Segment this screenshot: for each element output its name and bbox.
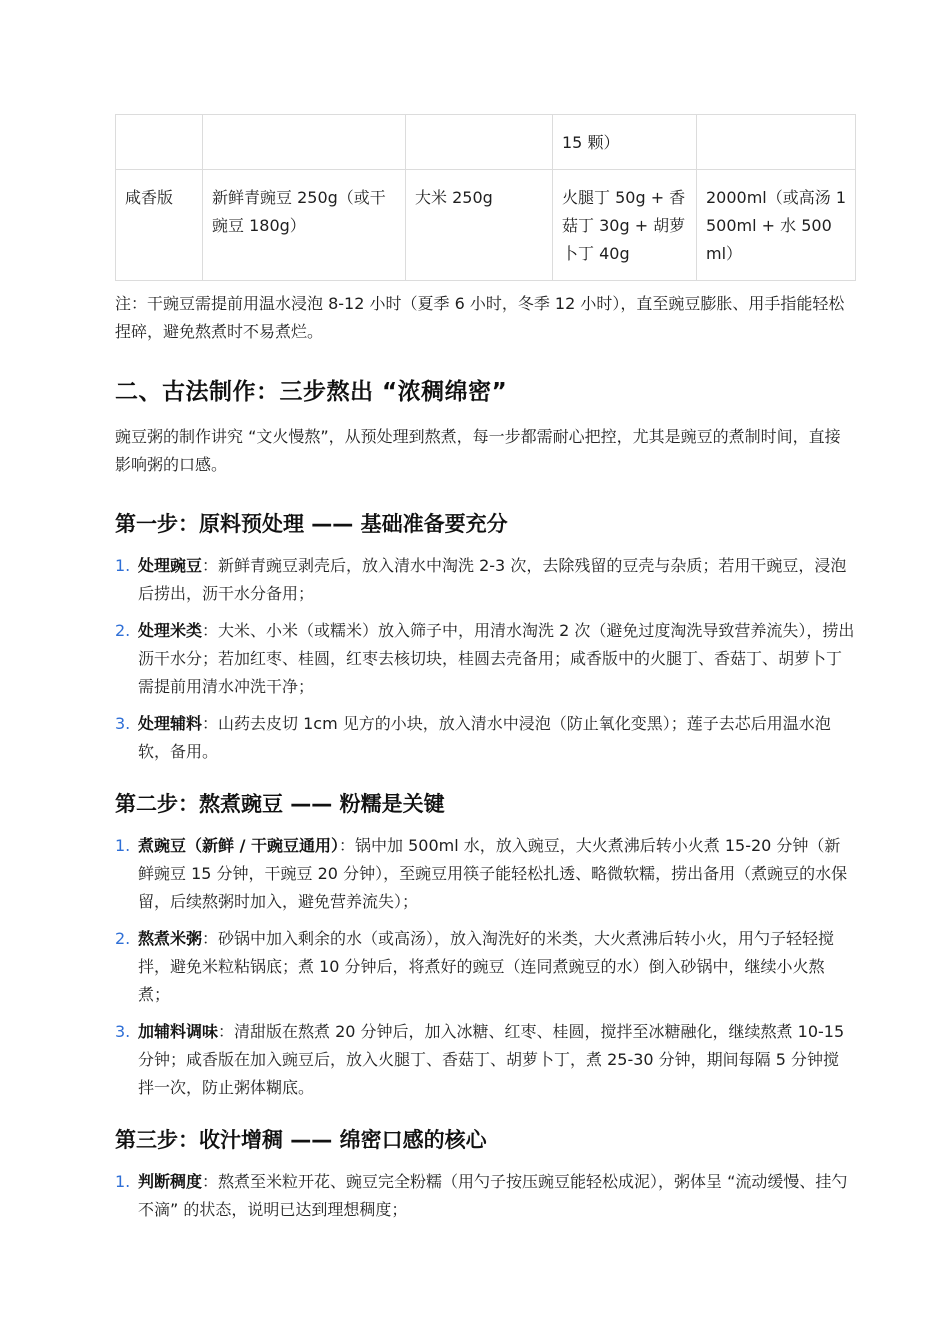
item-label: 煮豌豆（新鲜 / 干豌豆通用）	[138, 836, 339, 855]
step3-list	[115, 1168, 855, 1224]
item-label: 处理米类	[138, 621, 203, 640]
item-label: 处理辅料	[138, 714, 203, 733]
list-number: 3.	[115, 1022, 131, 1041]
table-cell: 2000ml（或高汤 1500ml + 水 500ml）	[697, 170, 856, 281]
section-intro: 豌豆粥的制作讲究 “文火慢熬”，从预处理到熬煮，每一步都需耐心把控，尤其是豌豆的煮制时间，直接影响粥的口感。	[115, 427, 841, 474]
item-label: 加辅料调味	[138, 1022, 219, 1041]
list-number: 1.	[115, 556, 131, 575]
item-text: ：新鲜青豌豆剥壳后，放入清水中淘洗 2-3 次，去除残留的豆壳与杂质；若用干豌豆，浸泡后捞出，沥干水分备用；	[138, 556, 847, 603]
list-item	[115, 710, 855, 766]
table-note: 注：干豌豆需提前用温水浸泡 8-12 小时（夏季 6 小时，冬季 12 小时），直至豌豆膨胀、用手指能轻松捏碎，避免熬煮时不易煮烂。	[115, 294, 845, 341]
item-text: ：山药去皮切 1cm 见方的小块，放入清水中浸泡（防止氧化变黑）；莲子去芯后用温水泡软，备用。	[138, 714, 831, 761]
item-label: 处理豌豆	[138, 556, 203, 575]
list-number: 1.	[115, 836, 131, 855]
table-cell	[406, 115, 553, 170]
table-row	[116, 115, 856, 170]
item-text: ：锅中加 500ml 水，放入豌豆，大火煮沸后转小火煮 15-20 分钟（新鲜豌豆 15 分钟，干豌豆 20 分钟），至豌豆用筷子能轻松扎透、略微软糯，捞出备用（煮豌豆的水保留，后续熬粥时加入，避免营养流失）；	[138, 836, 848, 911]
table-cell: 火腿丁 50g + 香菇丁 30g + 胡萝卜丁 40g	[553, 170, 697, 281]
item-text: ：大米、小米（或糯米）放入筛子中，用清水淘洗 2 次（避免过度淘洗导致营养流失），捞出沥干水分；若加红枣、桂圆，红枣去核切块，桂圆去壳备用；咸香版中的火腿丁、香菇丁、胡萝卜丁需提前用清水冲洗干净；	[138, 621, 855, 696]
item-label: 判断稠度	[138, 1172, 203, 1191]
list-number: 3.	[115, 714, 131, 733]
list-item	[115, 1168, 855, 1224]
list-item	[115, 832, 855, 916]
step2-list	[115, 832, 855, 1102]
table-row	[116, 170, 856, 281]
item-label: 熬煮米粥	[138, 929, 203, 948]
step1-list	[115, 552, 855, 766]
list-number: 1.	[115, 1172, 131, 1191]
step-heading: 第二步：熬煮豌豆 —— 粉糯是关键	[115, 792, 445, 816]
list-item	[115, 552, 855, 608]
document-page	[115, 114, 855, 1233]
step-heading: 第三步：收汁增稠 —— 绵密口感的核心	[115, 1128, 487, 1152]
list-item	[115, 617, 855, 701]
table-cell: 15 颗）	[553, 115, 697, 170]
list-item	[115, 925, 855, 1009]
list-number: 2.	[115, 929, 131, 948]
list-item	[115, 1018, 855, 1102]
table-cell: 咸香版	[116, 170, 203, 281]
step-heading: 第一步：原料预处理 —— 基础准备要充分	[115, 512, 508, 536]
item-text: ：熬煮至米粒开花、豌豆完全粉糯（用勺子按压豌豆能轻松成泥），粥体呈 “流动缓慢、挂勺不滴” 的状态，说明已达到理想稠度；	[138, 1172, 848, 1219]
table-cell	[697, 115, 856, 170]
item-text: ：清甜版在熬煮 20 分钟后，加入冰糖、红枣、桂圆，搅拌至冰糖融化，继续熬煮 10-15 分钟；咸香版在加入豌豆后，放入火腿丁、香菇丁、胡萝卜丁，煮 25-30 分钟，期间每隔 5 分钟搅拌一次，防止粥体糊底。	[138, 1022, 845, 1097]
item-text: ：砂锅中加入剩余的水（或高汤），放入淘洗好的米类，大火煮沸后转小火，用勺子轻轻搅拌，避免米粒粘锅底；煮 10 分钟后，将煮好的豌豆（连同煮豌豆的水）倒入砂锅中，继续小火熬煮；	[138, 929, 835, 1004]
table-cell	[116, 115, 203, 170]
list-number: 2.	[115, 621, 131, 640]
section-heading: 二、古法制作：三步熬出 “浓稠绵密”	[115, 379, 508, 405]
table-cell	[203, 115, 406, 170]
recipe-table	[115, 114, 856, 281]
table-cell: 大米 250g	[406, 170, 553, 281]
table-cell: 新鲜青豌豆 250g（或干豌豆 180g）	[203, 170, 406, 281]
